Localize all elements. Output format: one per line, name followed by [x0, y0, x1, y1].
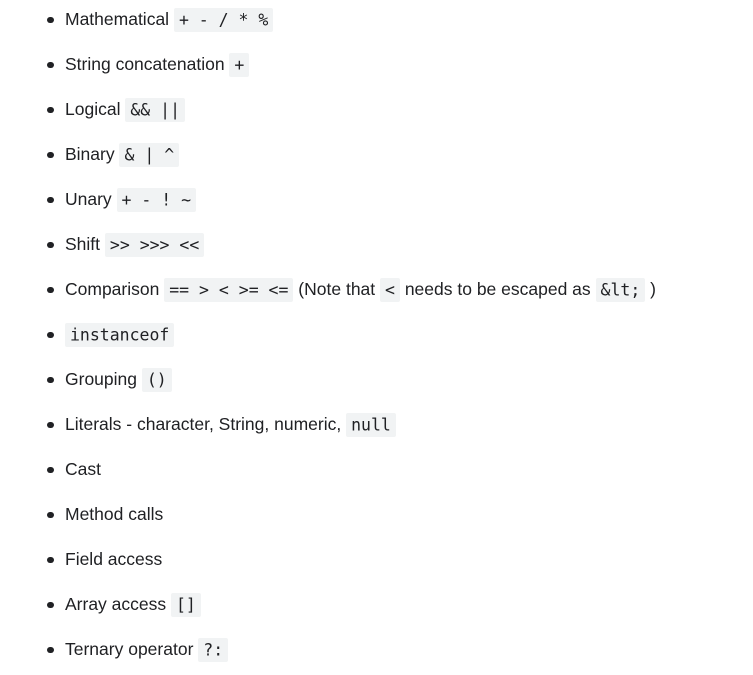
- list-item: [65, 132, 753, 177]
- list-item-text: Comparison: [65, 279, 165, 299]
- list-item: [65, 42, 753, 87]
- inline-code: & | ^: [119, 143, 179, 167]
- list-item-text: String concatenation: [65, 54, 230, 74]
- list-item-text: (Note that: [293, 279, 381, 299]
- inline-code: +: [229, 53, 249, 77]
- list-item: [65, 0, 753, 42]
- list-item: [65, 492, 753, 537]
- inline-code: null: [346, 413, 396, 437]
- list-item-text: Cast: [65, 459, 101, 479]
- list-item: [65, 627, 753, 672]
- list-item-text: Mathematical: [65, 9, 174, 29]
- list-item-text: Field access: [65, 549, 163, 569]
- list-item: [65, 312, 753, 357]
- list-item-text: Unary: [65, 189, 117, 209]
- list-item-text: Ternary operator: [65, 639, 199, 659]
- inline-code: <: [380, 278, 400, 302]
- list-item: [65, 267, 753, 312]
- list-item: [65, 222, 753, 267]
- list-item-text: Grouping: [65, 369, 142, 389]
- list-item-text: Method calls: [65, 504, 164, 524]
- list-item: [65, 87, 753, 132]
- list-item-text: Binary: [65, 144, 120, 164]
- list-item: [65, 447, 753, 492]
- inline-code: []: [171, 593, 201, 617]
- list-item: [65, 357, 753, 402]
- list-item: [65, 402, 753, 447]
- list-item-text: Literals - character, String, numeric,: [65, 414, 347, 434]
- list-item-text: Logical: [65, 99, 126, 119]
- list-item: [65, 582, 753, 627]
- inline-code: + - ! ~: [117, 188, 197, 212]
- inline-code: >> >>> <<: [105, 233, 204, 257]
- inline-code: ?:: [198, 638, 228, 662]
- inline-code: && ||: [125, 98, 185, 122]
- inline-code: instanceof: [65, 323, 174, 347]
- list-item-text: ): [645, 279, 656, 299]
- inline-code: + - / * %: [174, 8, 273, 32]
- list-item-text: needs to be escaped as: [399, 279, 596, 299]
- list-item: [65, 537, 753, 582]
- inline-code: (): [142, 368, 172, 392]
- list-item-text: Shift: [65, 234, 105, 254]
- list-item-text: Array access: [65, 594, 171, 614]
- inline-code: &lt;: [596, 278, 646, 302]
- inline-code: == > < >= <=: [164, 278, 293, 302]
- list-item: [65, 177, 753, 222]
